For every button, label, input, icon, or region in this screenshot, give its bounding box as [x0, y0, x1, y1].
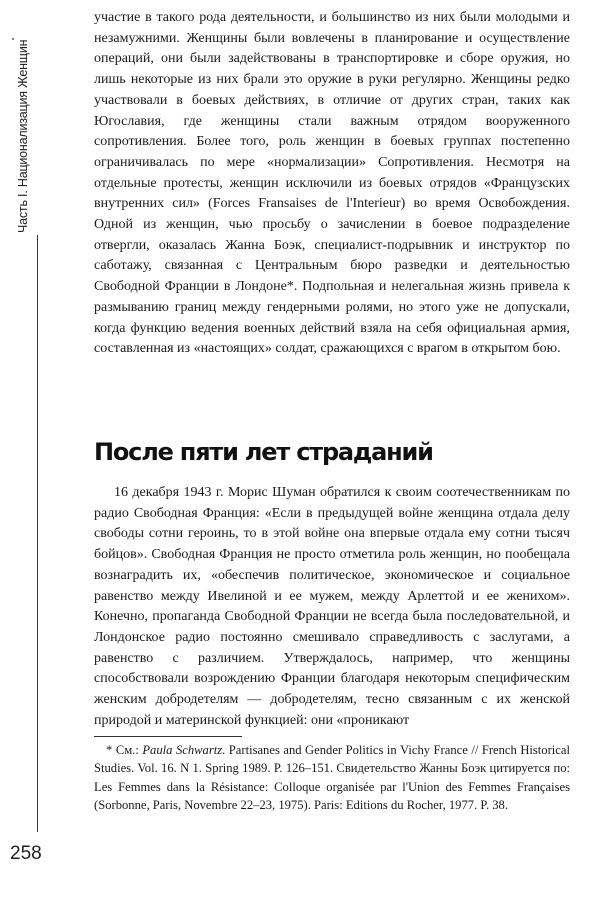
footnote-text: . Partisanes and Gender Politics in Vichy France // French Historical Studies. Vol. 16. N 1. Spring 1989. P. 126–151. Свидетельство Жанны Боэк цитируется по: Les Femmes dans la Résistance: Colloque organisée par l'Union des Femmes Françaises (Sorbonne, Paris, Novembre 22–23, 1975). Paris: Editions du Rocher, 1977. P. 38.: [94, 743, 570, 812]
running-header-text: Часть I. Национализация Женщин: [16, 39, 30, 233]
page-number: 258: [10, 843, 42, 864]
footnote-marker: *: [106, 743, 113, 757]
margin-speck: [12, 38, 14, 40]
footnote-lead: См.:: [115, 743, 143, 757]
main-text-block: [94, 8, 570, 360]
paragraph-section: 16 декабря 1943 г. Морис Шуман обратился к своим соотечественникам по радио Свободная Франция: «Если в предыдущей войне женщина отдала делу свободы сотни героинь, то в этой войне она впервые отдала ему сотни тысяч бойцов». Свободная Франция не просто отметила роль женщин, но пообещала вознаградить их, «обеспечив политическое, экономическое и социальное равенство между Ивелиной и ее мужем, между Арлеттой и ее женихом». Конечно, пропаганда Свободной Франции не всегда была последовательной, и Лондонское радио постоянно смешивало справедливость с заслугами, а равенство с различием. Утверждалось, например, что женщины способствовали возрождению Франции благодаря некоторым специфическим женским добродетелям — добродетелям, тесно связанным с их женской природой и материнской функцией: они «проникают: [94, 485, 570, 728]
footnote-author: Paula Schwartz: [142, 743, 223, 757]
footnote-rule: [94, 736, 242, 737]
footnote: [94, 741, 570, 814]
margin-rule: [37, 235, 38, 832]
running-header: [12, 28, 34, 233]
paragraph-top: участие в такого рода деятельности, и большинство из них были молодыми и незамужними. Женщины были вовлечены в планирование и осуществление операций, они были задействованы в транспортировке и сборе оружия, но лишь некоторые из них брали это оружие в руки регулярно. Женщины редко участвовали в боевых действиях, в отличие от других стран, таких как Югославия, где женщины стали важным отрядом вооруженного сопротивления. Более того, роль женщин в боевых группах постепенно ограничивалась по мере «нормализации» Сопротивления. Несмотря на отдельные протесты, женщин исключили из боевых отрядов «Французских внутренних сил» (Forces Fransaises de l'Interieur) во время Освобождения. Одной из женщин, чью просьбу о зачислении в боевое подразделение отвергли, оказалась Жанна Боэк, специалист-подрывник и инструктор по саботажу, связанная с Центральным бюро разведки и деятельностью Свободной Франции в Лондоне*. Подпольная и нелегальная жизнь привела к размыванию границ между гендерными ролями, но этого уже не допускали, когда функцию ведения военных действий взяла на себя официальная армия, составленная из «настоящих» солдат, сражающихся с врагом в открытом бою.: [94, 10, 570, 357]
section-heading: После пяти лет страданий: [94, 438, 433, 466]
section-text-block: [94, 483, 570, 731]
